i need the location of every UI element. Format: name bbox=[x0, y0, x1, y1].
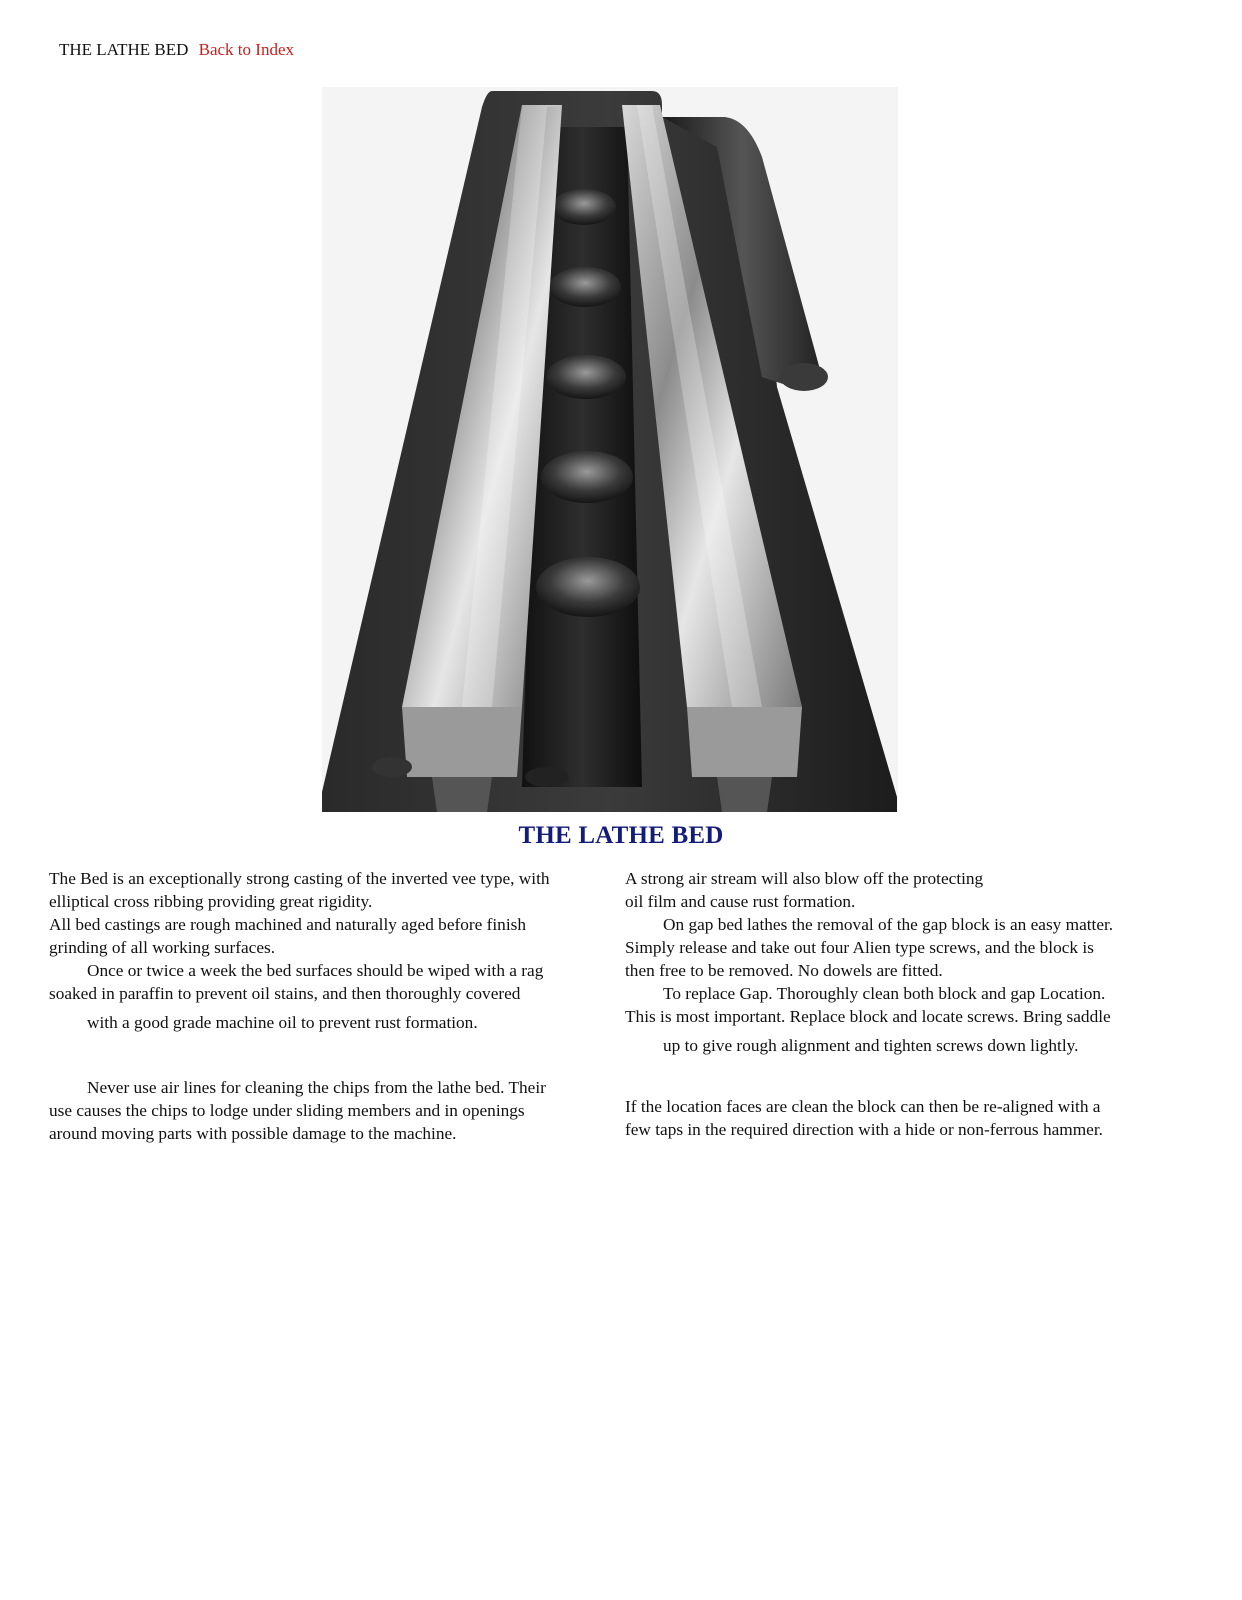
text-line: Once or twice a week the bed surfaces should be wiped with a rag bbox=[87, 961, 544, 980]
text-line: with a good grade machine oil to prevent rust formation. bbox=[87, 1013, 478, 1032]
left-column bbox=[49, 867, 621, 1145]
text-line: oil film and cause rust formation. bbox=[625, 892, 856, 911]
header-title: THE LATHE BED bbox=[59, 40, 189, 59]
text-line: To replace Gap. Thoroughly clean both block and gap Location. bbox=[663, 984, 1106, 1003]
page-heading: THE LATHE BED bbox=[518, 822, 724, 849]
text-line: The Bed is an exceptionally strong casting of the inverted vee type, with bbox=[49, 869, 550, 888]
text-line: This is most important. Replace block and locate screws. Bring saddle bbox=[625, 1007, 1111, 1026]
text-line: Never use air lines for cleaning the chips from the lathe bed. Their bbox=[87, 1078, 546, 1097]
right-column bbox=[625, 867, 1185, 1141]
right-p3 bbox=[625, 982, 1185, 1057]
page-header bbox=[59, 40, 294, 60]
text-line: few taps in the required direction with a hide or non-ferrous hammer. bbox=[625, 1120, 1103, 1139]
left-p3 bbox=[49, 959, 621, 1034]
left-p4 bbox=[49, 1076, 621, 1145]
text-line: soaked in paraffin to prevent oil stains, and then thoroughly covered bbox=[49, 984, 521, 1003]
text-line: up to give rough alignment and tighten screws down lightly. bbox=[663, 1036, 1079, 1055]
text-line: around moving parts with possible damage to the machine. bbox=[49, 1124, 457, 1143]
text-line: Simply release and take out four Alien type screws, and the block is bbox=[625, 938, 1094, 957]
left-p1 bbox=[49, 867, 621, 913]
text-line: On gap bed lathes the removal of the gap block is an easy matter. bbox=[663, 915, 1114, 934]
text-line: grinding of all working surfaces. bbox=[49, 938, 276, 957]
lathe-bed-photo bbox=[322, 87, 898, 812]
text-line: use causes the chips to lodge under sliding members and in openings bbox=[49, 1101, 525, 1120]
right-p4 bbox=[625, 1095, 1185, 1141]
text-line: All bed castings are rough machined and naturally aged before finish bbox=[49, 915, 526, 934]
back-to-index-link[interactable]: Back to Index bbox=[198, 40, 294, 59]
text-line: A strong air stream will also blow off the protecting bbox=[625, 869, 984, 888]
text-line: If the location faces are clean the block can then be re-aligned with a bbox=[625, 1097, 1101, 1116]
text-line: elliptical cross ribbing providing great rigidity. bbox=[49, 892, 373, 911]
left-p2 bbox=[49, 913, 621, 959]
right-p2 bbox=[625, 913, 1185, 982]
right-p1 bbox=[625, 867, 1185, 913]
text-line: then free to be removed. No dowels are fitted. bbox=[625, 961, 943, 980]
